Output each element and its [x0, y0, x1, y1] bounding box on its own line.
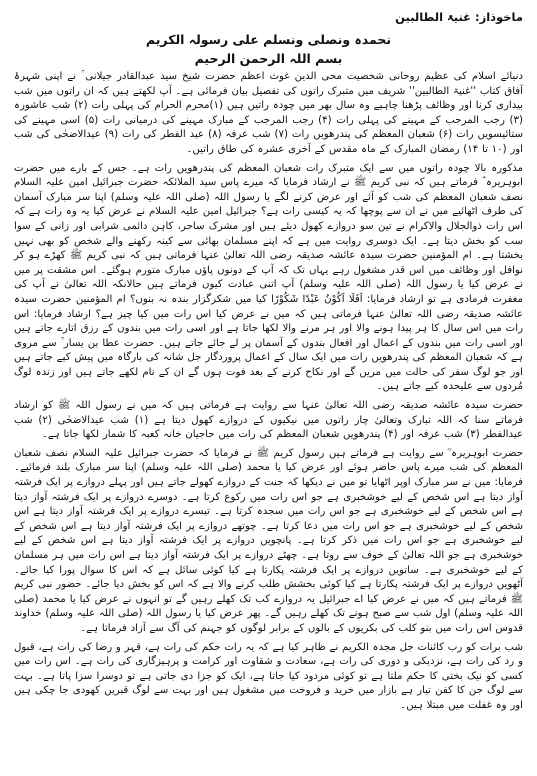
paragraph: حضرت سیدہ عائشہ صدیقہ رضی اللہ تعالیٰ عنہا سے روایت ہے فرماتی ہیں کہ میں نے رسول اللہ ﷺ کو ارشاد فرماتے سنا کہ اللہ تبارک وتعالیٰ چار راتوں میں نیکیوں کے دروازے کھول دیتا ہے (۱) شب عیدالاضحٰی (۲) شب عیدالفطر (۳) شب عرفہ اور (۴) پندرھویں شعبان المعظم کی رات میں حاجیان خانہ کعبہ کا شمار لکھا جاتا ہے۔ — [14, 400, 523, 441]
heading-praise: نحمدہ ونصلی ونسلم علی رسولہ الکریم — [145, 32, 392, 47]
heading-bismillah: بسم اللہ الرحمن الرحیم — [194, 51, 343, 66]
paragraph: دنیائے اسلام کی عظیم روحانی شخصیت محی الدین غوث اعظم حضرت شیخ سید عبدالقادر جیلانی ؒ نے اپنی شہرۂ آفاق کتاب ''غنیۃ الطالبین'' شریف میں متبرک راتوں کی تفصیل بیان فرمائی ہے۔ آپ لکھتے ہیں کہ ان راتوں میں شب بیداری کرنا اور وظائف پڑھنا چاہیے وہ سال بھر میں چودہ راتیں ہیں (۱)محرم الحرام کی پہلی رات (۲) شب عاشورہ (۳) رجب المرجب کے مہینے کی پہلی رات (۴) رجب المرجب کے مبارک مہینے کی درمیانی رات (۵) اسی مہینے کی ستائیسویں رات (۶) شعبان المعظم کی پندرھویں رات (۷) شب عرفہ (۸) عید الفطر کی رات (۹) عیدالاضحٰی کی شب اور (۱۰ تا ۱۴) رمضان المبارک کے ماہ مقدس کے آخری عشرہ کی طاق راتیں۔ — [14, 71, 524, 155]
paragraph: شب برات کو رب کائنات جل مجدہ الکریم نے ظاہر کیا ہے کہ یہ رات حکم کی رات ہے، قہر و رضا کی رات ہے، قبول و رد کی رات ہے، نزدیکی و دوری کی رات ہے، سعادت و شقاوت اور کرامت و پرہیزگاری کی رات ہے۔ اس رات میں کسی کو نیک بختی کا حکم ملتا ہے تو کوئی مردود کیا جاتا ہے، ایک کو جزا دی جاتی ہے تو دوسرا سزا پاتا ہے۔ بہت سے لوگ جن کا کفن تیار ہے بازار میں خرید و فروخت میں مشغول ہیں اور بہت سے لوگ قبریں کھودی جا چکی ہیں اور وہ غفلت میں مبتلا ہیں۔ — [14, 641, 523, 711]
source-note: ماخوذاز: غنیۃ الطالبین — [395, 10, 523, 24]
paragraph: حضرت ابوہریرہ ؓ سے روایت ہے فرماتے ہیں رسول کریم ﷺ نے فرمایا کہ حضرت جبرائیل علیہ السلام نصف شعبان المعظم کی شب میرے پاس حاضر ہوئے اور عرض کیا یا محمد (صلی اللہ علیہ وسلم) اپنا سر مبارک بلند فرمائیے۔ فرمایا: میں نے سر مبارک اوپر اٹھایا تو میں نے دیکھا کہ جنت کے دروازے کھولے جاتے ہیں اور پہلے دروازے پر ایک فرشتہ آواز دیتا ہے اس شخص کے لیے خوشخبری ہے جو اس رات میں رکوع کرتا ہے۔ دوسرے دروازے پر ایک فرشتہ آواز دیتا ہے اس شخص کے لیے خوشخبری ہے جو اس رات میں سجدہ کرتا ہے۔ تیسرے دروازے پر ایک فرشتہ آواز دیتا ہے اس شخص کے لیے خوشخبری ہے جو اس رات میں دعا کرتا ہے۔ چوتھے دروازے پر ایک فرشتہ آواز دیتا ہے اس شخص کے لیے خوشخبری ہے جو اس رات میں ذکر کرتا ہے۔ پانچویں دروازے پر ایک فرشتہ آواز دیتا ہے اس شخص کے لیے خوشخبری ہے جو اللہ تعالیٰ کے خوف سے روتا ہے۔ چھٹے دروازے پر ایک فرشتہ آواز دیتا ہے اس رات میں ہر مسلمان کے لیے خوشخبری ہے۔ ساتویں دروازے پر ایک فرشتہ پکارتا ہے کیا کوئی سائل ہے کہ اس کا سوال پورا کیا جائے۔ آٹھویں دروازے پر ایک فرشتہ پکارتا ہے کیا کوئی بخشش طلب کرنے والا ہے کہ اس کو بخش دیا جائے۔ حضور نبی کریم ﷺ فرماتے ہیں کہ میں نے عرض کیا اے جبرائیل یہ دروازے کب تک کھلے رہیں گے تو انہوں نے عرض کیا یا محمد (صلی اللہ علیہ وسلم) اول شب سے صبح ہونے تک کھلے رہیں گے۔ پھر عرض کیا یا رسول اللہ (صلی اللہ علیہ وسلم) خداوند قدوس اس رات میں بنو کلب کی بکریوں کے بالوں کے برابر لوگوں کو جہنم کی آگ سے آزاد فرماتا ہے۔ — [14, 447, 523, 634]
paragraph: مذکورہ بالا چودہ راتوں میں سے ایک متبرک رات شعبان المعظم کی پندرھویں رات ہے۔ جس کے بارے میں حضرت ابوہریرہ ؓ فرماتے ہیں کہ نبی کریم ﷺ نے ارشاد فرمایا کہ میرے پاس سید الملائکہ حضرت جبرائیل امین علیہ السلام نصف شعبان المعظم کی شب کو آئے اور عرض کرنے لگے یا رسول اللہ (صلی اللہ علیہ وسلم) اپنا سر مبارک آسمان کی طرف اٹھائیے میں نے ان سے پوچھا کہ یہ کیسی رات ہے؟ جبرائیل امین علیہ السلام نے عرض کیا یہ وہ رات ہے کہ اس رات ذوالجلال والاکرام نے تین سو دروازے کھول دیئے ہیں اور مشرک ساحر، کاہن دائمی شرابی اور زانی کے سوا سب کو بخش دیتا ہے۔ ایک دوسری روایت میں ہے کہ اپنے مسلمان بھائی سے کینہ رکھنے والے شخص کو بھی نہیں بخشتا ہے۔ ام المؤمنین حضرت سیدہ عائشہ صدیقہ رضی اللہ تعالیٰ عنہا فرماتی ہیں کہ نبی کریم ﷺ کھڑے ہو کر نوافل اور وظائف میں اس قدر مشغول رہے یہاں تک کہ آپ کے دونوں پاؤں مبارک متورم ہوگئے۔ اس مشقت پر میں نے عرض کیا یا رسول اللہ (صلی اللہ علیہ وسلم) آپ اتنی عبادت کیوں فرماتے ہیں حالانکہ اللہ تعالیٰ نے آپ کی مغفرت فرمادی ہے تو ارشاد فرمایا: اَفَلَا اَکُوْنُ عَبْدًا شَکُوْرًا کیا میں شکرگزار بندہ نہ بنوں؟ ام المؤمنین حضرت سیدہ عائشہ صدیقہ رضی اللہ تعالیٰ عنہا فرماتی ہیں کہ میں نے عرض کیا اس رات میں کیا چیز ہے؟ ارشاد فرمایا: اس رات میں اس سال کا ہر پیدا ہونے والا اور ہر مرنے والا لکھا جاتا ہے اور اسی رات میں بندوں کے رزق اتارے جاتے ہیں اور اسی رات میں بندوں کے اعمال اور افعال بندوں کے آسمان پر لے جائے جاتے ہیں۔ حضرت عطا بن یسار ؒ سے مروی ہے کہ شعبان المعظم کی پندرھویں رات میں ایک سال کے اعمال پروردگار جل شانہ کی بارگاہ میں پیش کیے جاتے ہیں اور جو لوگ سفر کی حالت میں مریں گے اور نکاح کرنے کے بعد فوت ہوں گے ان کے نام لکھے جاتے ہیں اور زندہ لوگ مُردوں سے علیحدہ کیے جاتے ہیں۔ — [14, 162, 523, 393]
